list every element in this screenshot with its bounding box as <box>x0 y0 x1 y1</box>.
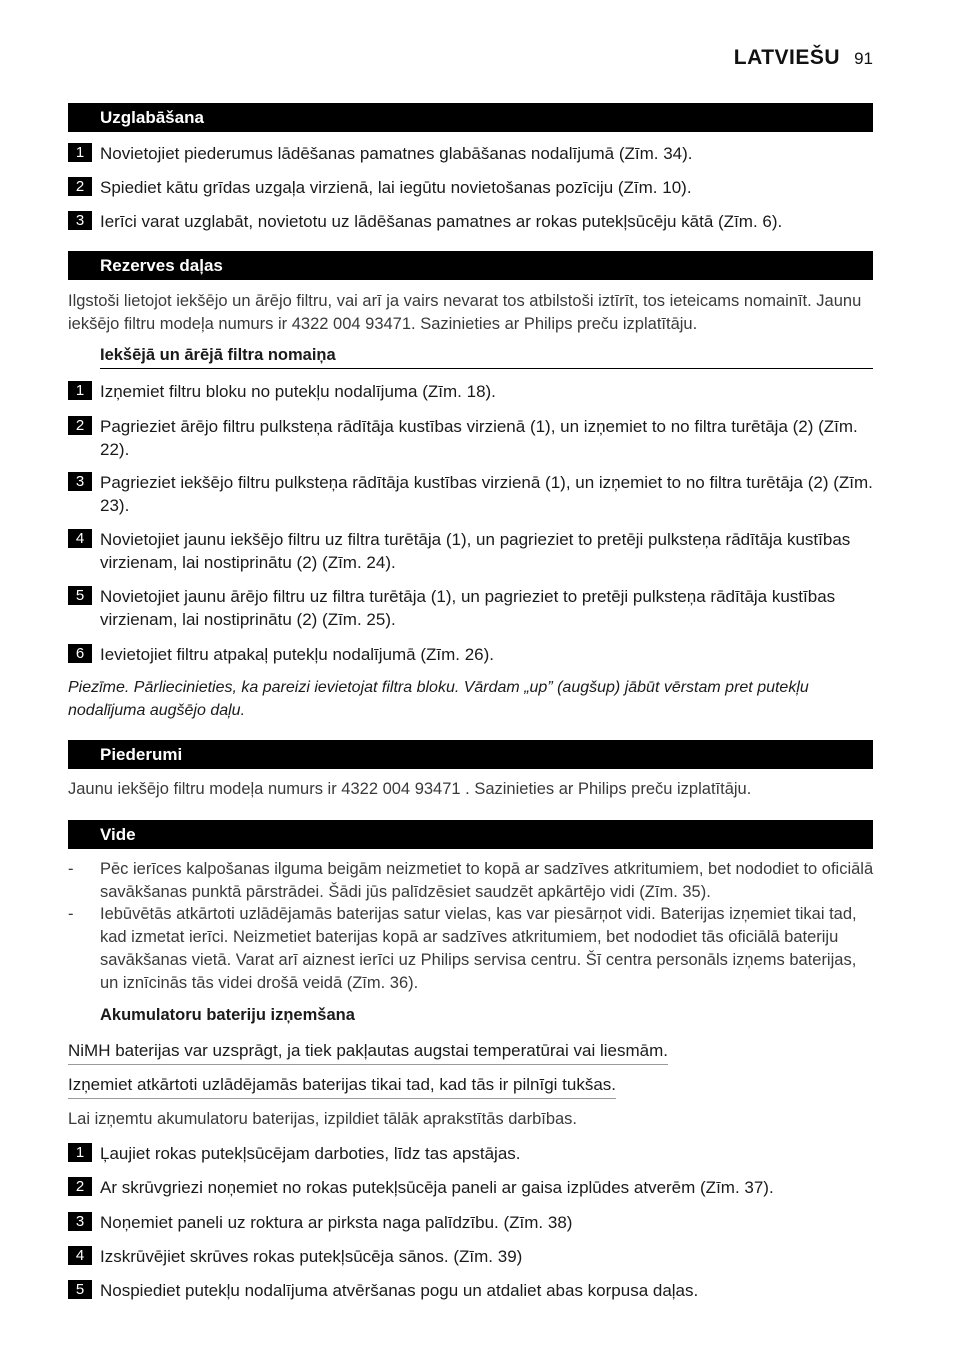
battery-intro: Lai izņemtu akumulatoru baterijas, izpildiet tālāk aprakstītās darbības. <box>68 1110 578 1128</box>
battery-removal-subtitle: Akumulatoru bateriju izņemšana <box>100 1006 355 1024</box>
step-number: 2 <box>68 177 92 196</box>
section-title-accessories: Piederumi <box>68 740 873 769</box>
step-text: Izņemiet filtru bloku no putekļu nodalījuma (Zīm. 18). <box>100 382 496 401</box>
bullet-text: Iebūvētās atkārtoti uzlādējamās baterijas satur vielas, kas var piesārņot vidi. Baterijas izņemiet tikai tad, kad izmetat ierīci. Neizmetiet baterijas kopā ar sadzīves atkritumiem, bet nododiet tās oficiālā bateriju savākšanas vietā. Varat arī aiznest ierīci uz Philips servisa centru. Šī centra personāls izņems baterijas, un iznīcinās tās videi drošā veidā (Zīm. 36). <box>100 905 857 992</box>
step-number: 3 <box>68 1212 92 1231</box>
step-text: Ievietojiet filtru atpakaļ putekļu nodalījumā (Zīm. 26). <box>100 645 495 664</box>
bullet-text: Pēc ierīces kalpošanas ilguma beigām neizmetiet to kopā ar sadzīves atkritumiem, bet nododiet to oficiālā savākšanas punktā pārstrādei. Šādi jūs palīdzēsiet saudzēt apkārtējo vidi (Zīm. 35). <box>100 860 874 901</box>
step-number: 1 <box>68 1143 92 1162</box>
step-number: 2 <box>68 416 92 435</box>
battery-warning-1: NiMH baterijas var uzsprāgt, ja tiek pakļautas augstai temperatūrai vai liesmām. <box>68 1040 668 1065</box>
section-title-spare-parts: Rezerves daļas <box>68 251 873 280</box>
filter-note: Piezīme. Pārliecinieties, ka pareizi ievietojat filtra bloku. Vārdam „up” (augšup) jābūt vērstam pret putekļu nodalījuma augšējo daļu. <box>68 679 809 719</box>
battery-warning-2: Izņemiet atkārtoti uzlādējamās baterijas tikai tad, kad tās ir pilnīgi tukšas. <box>68 1074 616 1099</box>
section-title-environment: Vide <box>68 820 873 849</box>
step-text: Pagrieziet iekšējo filtru pulksteņa rādītāja kustības virzienā (1), un izņemiet to no filtra turētāja (2) (Zīm. 23). <box>100 473 873 515</box>
accessories-text: Jaunu iekšējo filtru modeļa numurs ir 4322 004 93471 . Sazinieties ar Philips preču izplatītāju. <box>68 780 752 798</box>
page-number: 91 <box>854 49 873 68</box>
step-text: Ļaujiet rokas putekļsūcējam darboties, līdz tas apstājas. <box>100 1144 521 1163</box>
section-title-storage: Uzglabāšana <box>68 103 873 132</box>
filter-replacement-subtitle: Iekšējā un ārējā filtra nomaiņa <box>100 346 873 369</box>
step-text: Ierīci varat uzglabāt, novietotu uz lādēšanas pamatnes ar rokas putekļsūcēju kātā (Zīm. 6). <box>100 212 783 231</box>
step-number: 1 <box>68 143 92 162</box>
step-text: Ar skrūvgriezi noņemiet no rokas putekļsūcēja paneli ar gaisa izplūdes atverēm (Zīm. 37). <box>100 1178 774 1197</box>
step-text: Nospiediet putekļu nodalījuma atvēršanas pogu un atdaliet abas korpusa daļas. <box>100 1281 699 1300</box>
page-header <box>734 46 873 70</box>
spare-parts-intro: Ilgstoši lietojot iekšējo un ārējo filtru, vai arī ja vairs nevarat tos atbilstoši iztīrīt, tos ieteicams nomainīt. Jaunu iekšējo filtru modeļa numurs ir 4322 004 93471. Sazinieties ar Philips preču izplatītāju. <box>68 292 862 333</box>
step-number: 5 <box>68 586 92 605</box>
bullet-dash: - <box>68 905 74 923</box>
step-text: Izskrūvējiet skrūves rokas putekļsūcēja sānos. (Zīm. 39) <box>100 1247 523 1266</box>
bullet-dash: - <box>68 860 74 878</box>
step-text: Novietojiet jaunu ārējo filtru uz filtra turētāja (1), un pagrieziet to pretēji pulksteņa rādītāja kustības virzienam, lai nostiprinātu (2) (Zīm. 25). <box>100 587 836 629</box>
step-number: 2 <box>68 1177 92 1196</box>
language-label: LATVIEŠU <box>733 46 841 69</box>
step-number: 1 <box>68 381 92 400</box>
step-number: 3 <box>68 472 92 491</box>
step-text: Noņemiet paneli uz roktura ar pirksta naga palīdzību. (Zīm. 38) <box>100 1213 573 1232</box>
step-number: 3 <box>68 211 92 230</box>
step-text: Novietojiet piederumus lādēšanas pamatnes glabāšanas nodalījumā (Zīm. 34). <box>100 144 693 163</box>
step-text: Spiediet kātu grīdas uzgaļa virzienā, lai iegūtu novietošanas pozīciju (Zīm. 10). <box>100 178 692 197</box>
step-number: 4 <box>68 529 92 548</box>
step-number: 5 <box>68 1280 92 1299</box>
step-number: 6 <box>68 644 92 663</box>
step-text: Novietojiet jaunu iekšējo filtru uz filtra turētāja (1), un pagrieziet to pretēji pulksteņa rādītāja kustības virzienam, lai nostiprinātu (2) (Zīm. 24). <box>100 530 851 572</box>
step-number: 4 <box>68 1246 92 1265</box>
step-text: Pagrieziet ārējo filtru pulksteņa rādītāja kustības virzienā (1), un izņemiet to no filtra turētāja (2) (Zīm. 22). <box>100 417 858 459</box>
